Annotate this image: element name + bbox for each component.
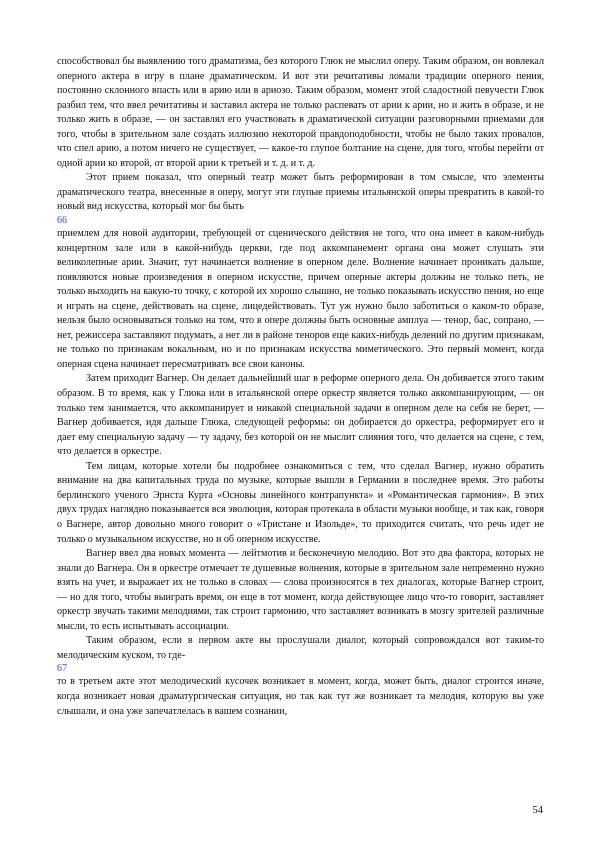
page-body xyxy=(57,55,544,719)
paragraph: приемлем для новой аудитории, требующей от сценического действия не того, что она имеет в каком-нибудь концертном зале или в какой-нибудь церкви, где под аккомпанемент органа она может слушать эти великолепные арии. Значит, тут начинается волнение в оперном деле. Волнение начинает проникать дальше, появляются новые произведения в оперном искусстве, причем оперные актеры должны не только петь, не только выходить на какую-то точку, с которой их хорошо слышно, не только показывать искусство пения, но еще и играть на сцене, действовать на сцене, лицедействовать. Тут уж нужно было заботиться о каком-то образе, нельзя было основываться только на том, что в опере должны быть основные амплуа — тенор, бас, сопрано, — нет, режиссера заставляют подумать, а нет ли в районе теноров еще каких-нибудь делений по другим признакам, не только по признакам вокальным, но и по признакам искусства миметического. Это первый момент, когда оперная сцена начинает пересматривать все свои каноны. xyxy=(57,228,544,370)
paragraph: Тем лицам, которые хотели бы подробнее ознакомиться с тем, что сделал Вагнер, нужно обратить внимание на два капитальных труда по музыке, которые вышли в Германии в последнее время. Это работы берлинского ученого Эрнста Курта «Основы линейного контрапункта» и «Романтическая гармония». В этих двух трудах наглядно показывается вся эволюция, которая протекала в области музыки вообще, и так как, говоря о Вагнере, автор довольно много говорит о «Тристане и Изольде», то приходится считать, что речь идет не только о музыкальном искусстве, но и об оперном искусстве. xyxy=(57,460,544,545)
paragraph: то в третьем акте этот мелодический кусочек возникает в момент, когда, может быть, диалог строится иначе, когда возникает новая драматургическая ситуация, но так как тут же возникает та мелодия, которую вы уже слышали, и она уже запечатлелась в вашем сознании, xyxy=(57,676,544,717)
page-marker-67[interactable]: 67 xyxy=(57,663,67,675)
paragraph: способствовал бы выявлению того драматизма, без которого Глюк не мыслил оперу. Таким образом, он вовлекал оперного актера в игру в плане драматическом. И вот эти речитативы ломали традиции оперного пения, постоянно склонного впасть или в арию или в ариозо. Таким образом, момент этой сладостной певучести Глюк разбил тем, что ввел речитативы и заставил актера не только распевать от арии к арии, но и жить в образе, и не только жить в образе, — он заставлял его участвовать в драматической ситуации разговорными приемами для того, чтобы в зрительном зале создать иллюзию некоторой правдоподобности, чтобы не было таких провалов, что спел арию, а потом ничего не существует, — какое-то глупое болтание на сцене, для того, чтобы перейти от одной арии ко второй, от второй арии к третьей и т. д. и т. д. xyxy=(57,56,544,169)
page-number: 54 xyxy=(532,805,543,816)
paragraph: Таким образом, если в первом акте вы прослушали диалог, который сопровождался вот таким-то мелодическим куском, то где- xyxy=(57,635,544,661)
page-marker-66[interactable]: 66 xyxy=(57,215,67,227)
paragraph: Вагнер ввел два новых момента — лейтмотив и бесконечную мелодию. Вот это два фактора, которых не знали до Вагнера. Он в оркестре отмечает те душевные волнения, которые в зрительном зале непременно нужно взять на учет, и выражает их не только в словах — слова произносятся в тех диалогах, которые Вагнер строит, — но для того, чтобы выиграть время, он еще в тот момент, когда действующее лицо что-то говорит, заставляет оркестр звучать такими мелодиями, так строит гармонию, что заставляет возникать в мозгу зрителей различные мысли, то есть испытывать ассоциации. xyxy=(57,548,544,632)
paragraph: Этот прием показал, что оперный театр может быть реформирован в том смысле, что элементы драматического театра, внесенные в оперу, могут эти глупые приемы итальянской оперы превратить в какой-то новый вид искусства, который мог бы быть xyxy=(57,172,544,213)
paragraph: Затем приходит Вагнер. Он делает дальнейший шаг в реформе оперного дела. Он добивается этого таким образом. В то время, как у Глюка или в итальянской опере оркестр является только аккомпанирующим, — он только тем занимается, что аккомпанирует и никакой специальной задачи в оперном деле на себя не берет, — Вагнер добивается, идя дальше Глюка, следующей реформы: он добирается до оркестра, реформирует его и дает ему специальную задачу — ту задачу, без которой он не мыслит слияния того, что делается на сцене, с тем, что делается в оркестре. xyxy=(57,373,544,458)
